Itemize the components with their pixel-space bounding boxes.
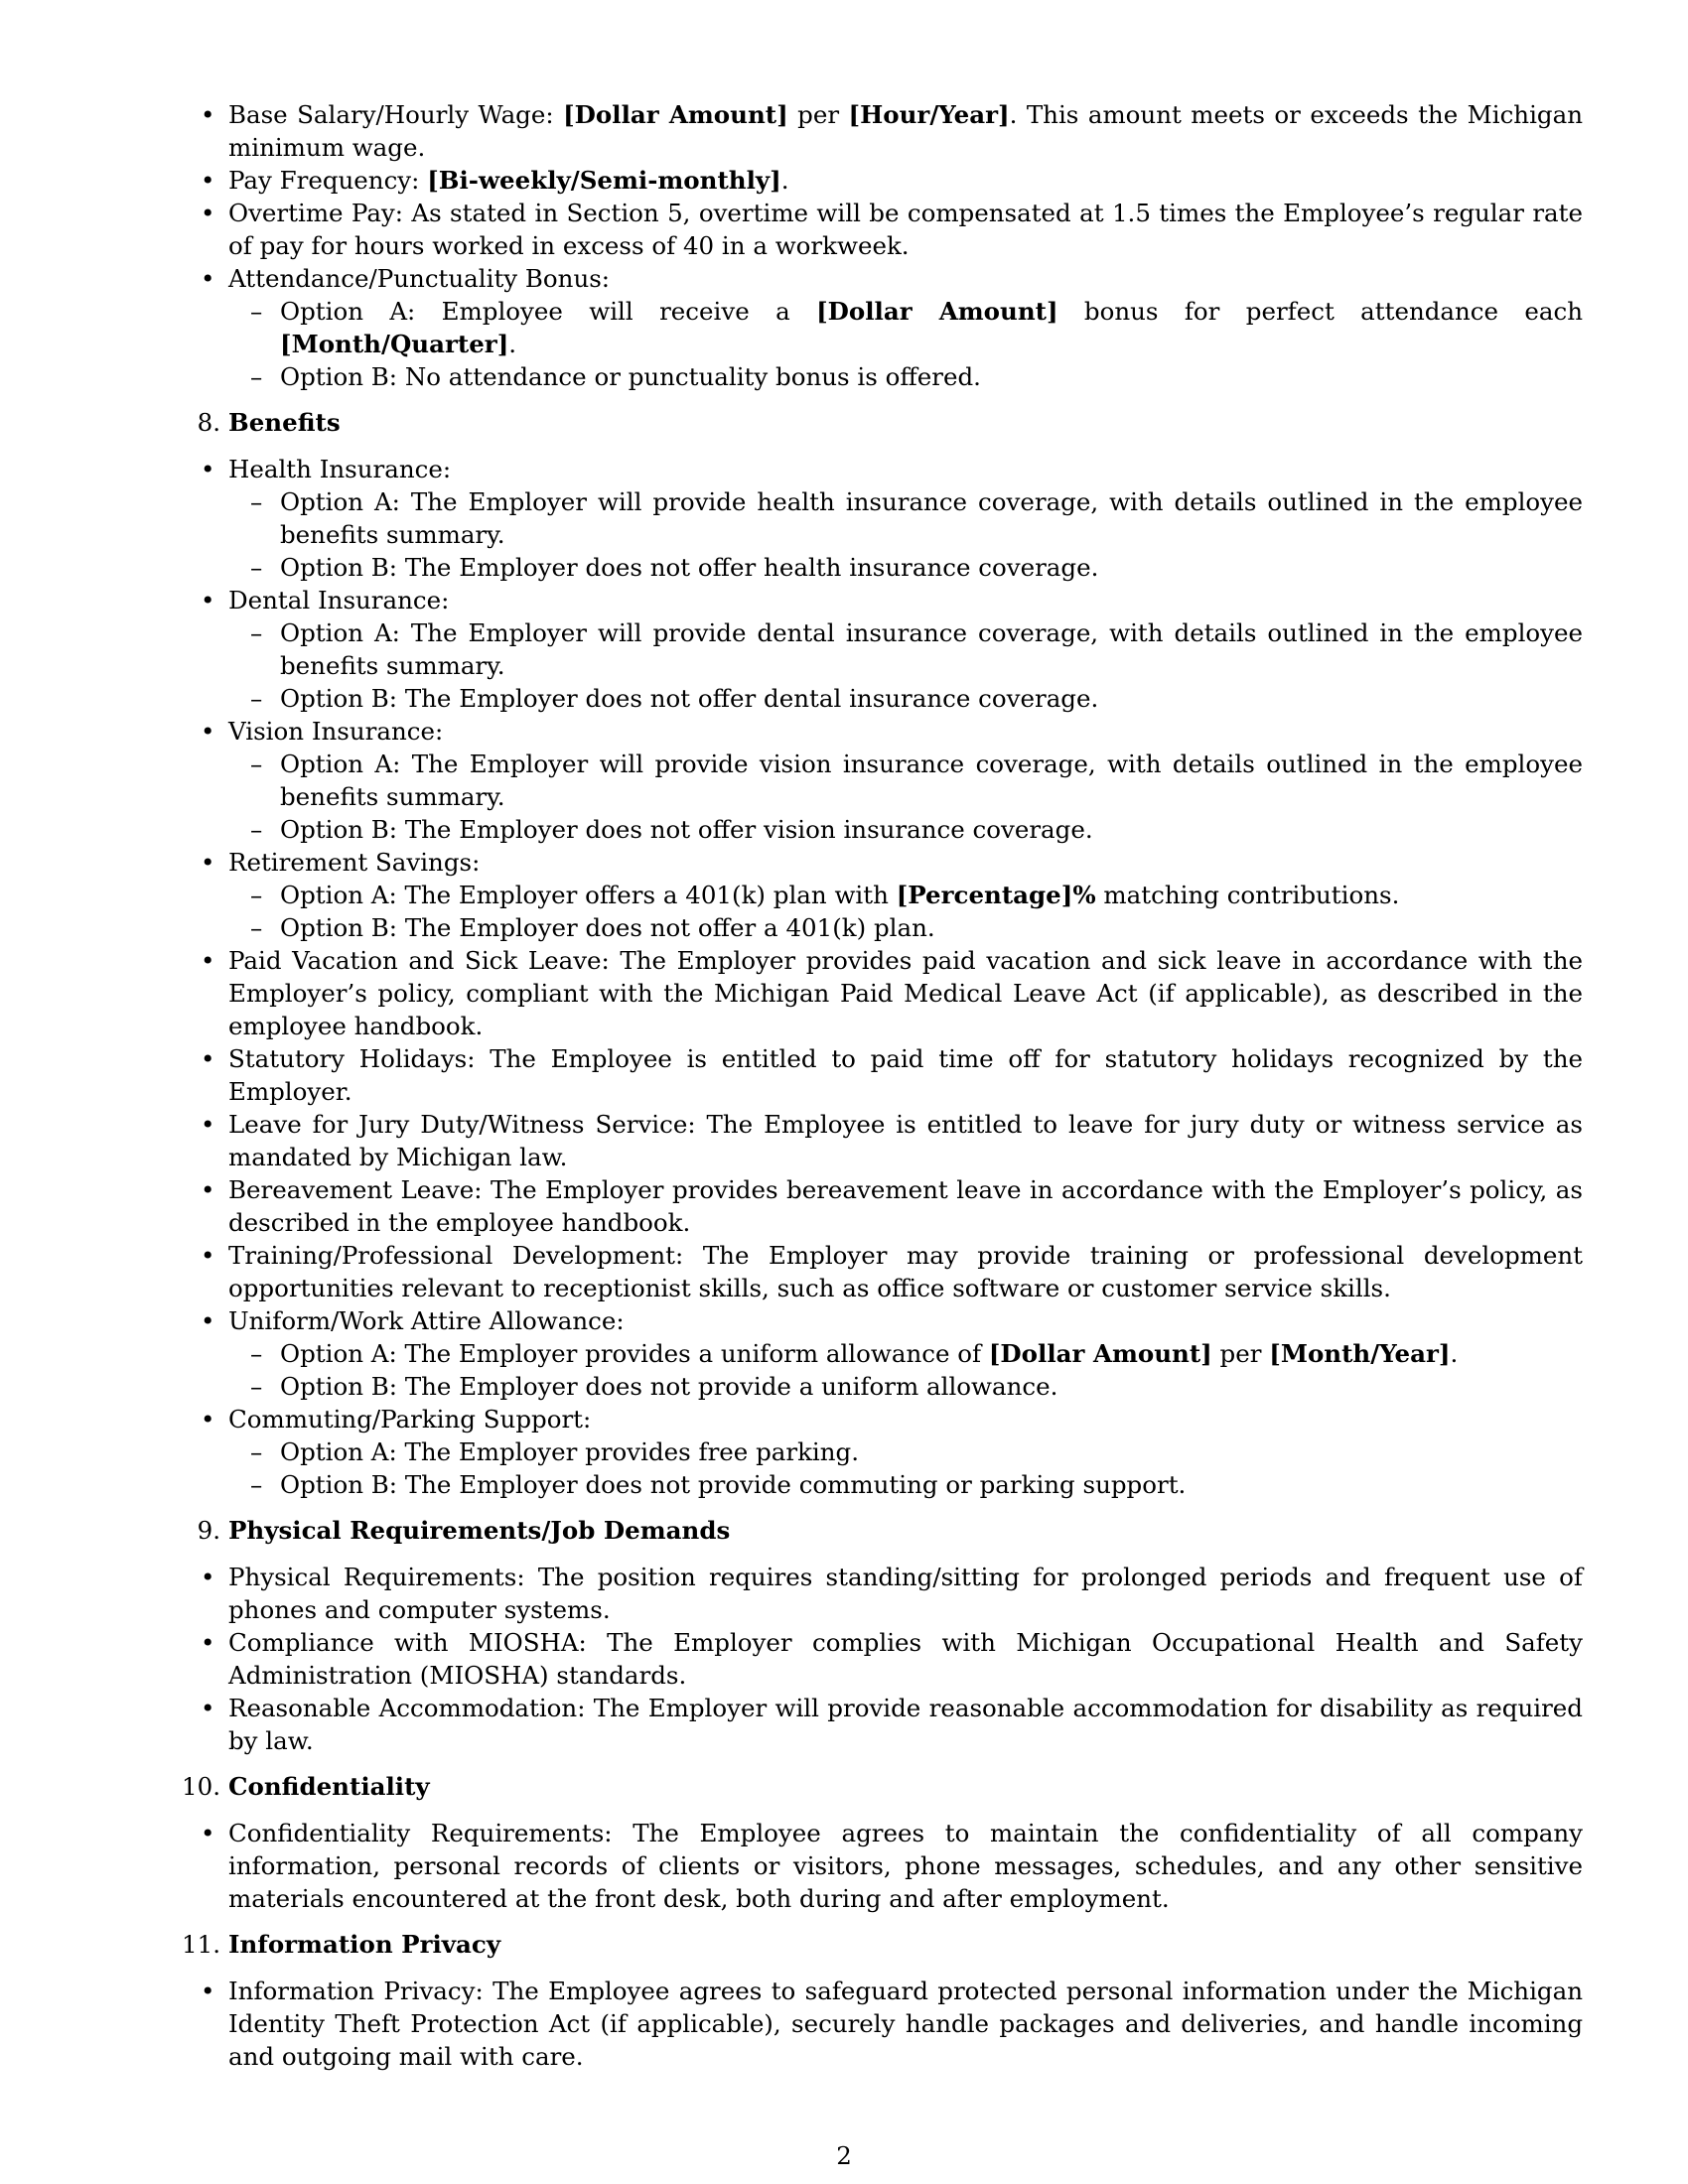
uniform-option-a: – Option A: The Employer provides a uniform allowance of [Dollar Amount] per [Month/Year]. (280, 1337, 1583, 1370)
miosha-item: • Compliance with MIOSHA: The Employer complies with Michigan Occupational Health and Safety Administration (MIOSHA) standards. (228, 1626, 1583, 1692)
retirement-option-a: – Option A: The Employer offers a 401(k) plan with [Percentage]% matching contributions. (280, 879, 1583, 911)
training-item: • Training/Professional Development: The Employer may provide training or professional development opportunities relevant to receptionist skills, such as office software or customer service skills. (228, 1239, 1583, 1304)
health-option-a: – Option A: The Employer will provide health insurance coverage, with details outlined in the employee benefits summary. (280, 485, 1583, 551)
placeholder-pay-frequency: [Bi-weekly/Semi-monthly] (427, 166, 781, 195)
commuting-option-b: – Option B: The Employer does not provide commuting or parking support. (280, 1468, 1583, 1501)
vision-option-a: – Option A: The Employer will provide vision insurance coverage, with details outlined in the employee benefits summary. (280, 748, 1583, 813)
confidentiality-item: • Confidentiality Requirements: The Employee agrees to maintain the confidentiality of all company information, personal records of clients or visitors, phone messages, schedules, and any other sensitive materials encountered at the front desk, both during and after employment. (228, 1817, 1583, 1915)
commuting-item: • Commuting/Parking Support: – Option A: The Employer provides free parking. – Option B: The Employer does not provide commuting or parking support. (228, 1403, 1583, 1501)
pay-frequency-item: • Pay Frequency: [Bi-weekly/Semi-monthly]. (228, 164, 1583, 197)
accommodation-item: • Reasonable Accommodation: The Employer will provide reasonable accommodation for disability as required by law. (228, 1692, 1583, 1757)
health-option-b: – Option B: The Employer does not offer health insurance coverage. (280, 551, 1583, 584)
overtime-item: • Overtime Pay: As stated in Section 5, overtime will be compensated at 1.5 times the Employee’s regular rate of pay for hours worked in excess of 40 in a workweek. (228, 197, 1583, 262)
retirement-option-b: – Option B: The Employer does not offer a 401(k) plan. (280, 911, 1583, 944)
retirement-item: • Retirement Savings: – Option A: The Employer offers a 401(k) plan with [Percentage]% matching contributions. – Option B: The Employer does not offer a 401(k) plan. (228, 846, 1583, 944)
holidays-item: • Statutory Holidays: The Employee is entitled to paid time off for statutory holidays recognized by the Employer. (228, 1042, 1583, 1108)
bonus-option-b: – Option B: No attendance or punctuality bonus is offered. (280, 360, 1583, 393)
information-privacy-list (228, 1975, 1583, 2073)
uniform-option-b: – Option B: The Employer does not provide a uniform allowance. (280, 1370, 1583, 1403)
confidentiality-list (228, 1817, 1583, 1915)
base-salary-item: • Base Salary/Hourly Wage: [Dollar Amount] per [Hour/Year]. This amount meets or exceeds the Michigan minimum wage. (228, 98, 1583, 164)
section-heading-physical-requirements: 9. Physical Requirements/Job Demands (197, 1516, 731, 1545)
commuting-option-a: – Option A: The Employer provides free parking. (280, 1435, 1583, 1468)
page-number: 2 (836, 2141, 852, 2170)
bereavement-item: • Bereavement Leave: The Employer provides bereavement leave in accordance with the Employer’s policy, as described in the employee handbook. (228, 1173, 1583, 1239)
compensation-list (228, 98, 1583, 393)
health-insurance-item: • Health Insurance: – Option A: The Employer will provide health insurance coverage, with details outlined in the employee benefits summary. – Option B: The Employer does not offer health insurance coverage. (228, 453, 1583, 584)
physical-requirements-list (228, 1561, 1583, 1757)
dental-option-b: – Option B: The Employer does not offer dental insurance coverage. (280, 682, 1583, 715)
placeholder-dollar-amount: [Dollar Amount] (563, 100, 788, 129)
information-privacy-item: • Information Privacy: The Employee agrees to safeguard protected personal information under the Michigan Identity Theft Protection Act (if applicable), securely handle packages and deliveries, and handle incoming and outgoing mail with care. (228, 1975, 1583, 2073)
benefits-list (228, 453, 1583, 1501)
section-heading-information-privacy: 11. Information Privacy (182, 1930, 501, 1959)
bonus-item: • Attendance/Punctuality Bonus: – Option A: Employee will receive a [Dollar Amount] bonus for perfect attendance each [Month/Quarter]. – Option B: No attendance or punctuality bonus is offered. (228, 262, 1583, 393)
section-heading-confidentiality: 10. Confidentiality (182, 1772, 430, 1801)
page-content (182, 98, 1583, 2073)
vision-option-b: – Option B: The Employer does not offer vision insurance coverage. (280, 813, 1583, 846)
vision-insurance-item: • Vision Insurance: – Option A: The Employer will provide vision insurance coverage, with details outlined in the employee benefits summary. – Option B: The Employer does not offer vision insurance coverage. (228, 715, 1583, 846)
dental-insurance-item: • Dental Insurance: – Option A: The Employer will provide dental insurance coverage, with details outlined in the employee benefits summary. – Option B: The Employer does not offer dental insurance coverage. (228, 584, 1583, 715)
uniform-item: • Uniform/Work Attire Allowance: – Option A: The Employer provides a uniform allowance of [Dollar Amount] per [Month/Year]. – Option B: The Employer does not provide a uniform allowance. (228, 1304, 1583, 1403)
placeholder-hour-year: [Hour/Year] (848, 100, 1010, 129)
physical-item: • Physical Requirements: The position requires standing/sitting for prolonged periods and frequent use of phones and computer systems. (228, 1561, 1583, 1626)
jury-duty-item: • Leave for Jury Duty/Witness Service: The Employee is entitled to leave for jury duty or witness service as mandated by Michigan law. (228, 1108, 1583, 1173)
dental-option-a: – Option A: The Employer will provide dental insurance coverage, with details outlined in the employee benefits summary. (280, 616, 1583, 682)
bonus-options (280, 295, 1583, 393)
section-heading-benefits: 8. Benefits (197, 408, 341, 437)
bonus-option-a: – Option A: Employee will receive a [Dollar Amount] bonus for perfect attendance each [Month/Quarter]. (280, 295, 1583, 360)
vacation-item: • Paid Vacation and Sick Leave: The Employer provides paid vacation and sick leave in accordance with the Employer’s policy, compliant with the Michigan Paid Medical Leave Act (if applicable), as described in the employee handbook. (228, 944, 1583, 1042)
